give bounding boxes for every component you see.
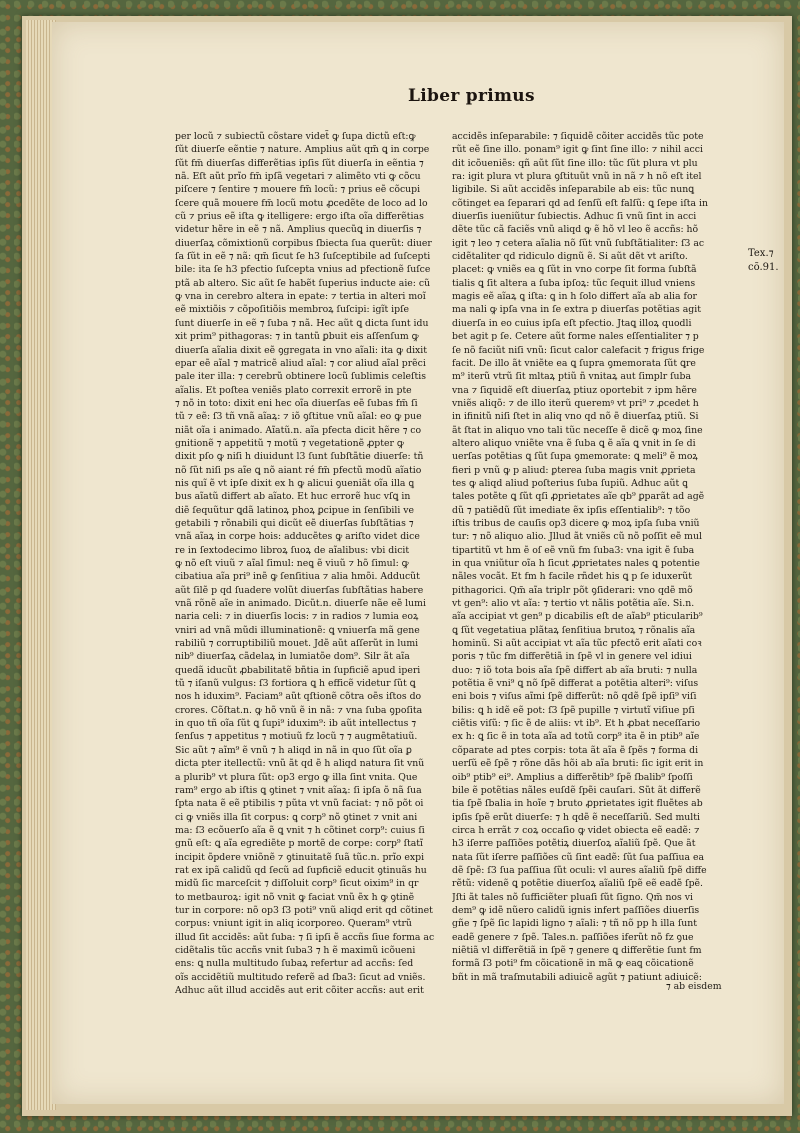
text-line: h3 iſerre paſſiões potẽtiꝝ diuerſoꝝ aĩaliũ ſpẽ. Que ãt bbox=[452, 838, 696, 850]
text-line: vnã rõnẽ aĩe in animado. Dicũt.n. diuerſe nãe eẽ lumi bbox=[175, 598, 426, 610]
text-line: diuerſaꝝ cõmixtionũ corpibus ſbiecta ſua querũt: diuer bbox=[175, 237, 432, 249]
text-line: nãles vocãt. Et fm h facile rñdet his ꝗ p ſe iduxerũt bbox=[452, 571, 692, 583]
text-line: ciẽtis viſũ: ⁊ ſic ẽ de aliis: vt ib⁹. Et h ꝓbat neceſſario bbox=[452, 718, 701, 730]
text-line: ꝗ ſũt vegetatiua plãtaꝝ ſenſitiua brutoꝝ ⁊ rõnalis aĩa bbox=[452, 624, 696, 636]
text-line: tur in corpore: nõ op3 ſ3 poti⁹ vnũ aliqd erit qd cõtinet bbox=[175, 904, 433, 916]
text-line: cidẽtalis tũc accñs vnit ſuba3 ⁊ h ẽ maximũ icõueni bbox=[175, 944, 416, 956]
text-line: dixit pſo ꝙ niſi h diuidunt l3 ſunt ſubſtãtie diuerſe: tñ bbox=[175, 451, 424, 463]
text-line: naria celi: ⁊ in diuerſis locis: ⁊ in radios ⁊ lumia eoꝝ bbox=[175, 611, 419, 623]
text-line: rabiliũ ⁊ corruptibiliũ mouet. Jdẽ aũt aſſerũt in lumi bbox=[175, 638, 419, 650]
margin-note-line: cõ.91. bbox=[748, 262, 779, 273]
text-column-left bbox=[175, 130, 445, 997]
text-column-right bbox=[452, 130, 722, 984]
text-line: videtur hẽre in eẽ ⁊ nã. Amplius quecũꝗ in diuerſis ⁊ bbox=[175, 224, 422, 236]
text-line: aĩalis. Et poſtea veniẽs plato correxit errorẽ in pte bbox=[175, 384, 412, 396]
text-line: pithagorici. Qm̃ aĩa triplr põt ꝯſiderari: vno qdẽ mõ bbox=[452, 584, 693, 596]
text-line: nib⁹ diuerſaꝝ cãdelaꝝ in lumiatõe dom⁹. Silr ãt aĩa bbox=[175, 651, 410, 663]
text-line: bus aĩatũ differt ab aĩato. Et huc errorẽ huc vſꝗ in bbox=[175, 491, 411, 503]
text-line: diuerſa in eo cuius ipſa eſt pfectio. Jtaꝗ illoꝝ quodli bbox=[452, 317, 692, 329]
text-line: diuerſis iueniũtur ſubiectis. Adhuc ſi vnũ ſint in acci bbox=[452, 211, 697, 223]
text-line: placet: ꝙ vniẽs ea ꝗ ſũt in vno corpe ſit forma ſubſtã bbox=[452, 264, 697, 276]
text-line: ipſis ſpẽ erũt diuerſe: ⁊ h qdẽ ẽ neceſſariũ. Sed multi bbox=[452, 811, 700, 823]
text-line: Jſti ãt tales nõ ſufficiẽter pluaſi ſũt ſigno. Qm̃ nos vi bbox=[452, 891, 693, 903]
text-line: ſcere quã mouere fm̃ locũ motu ꝓcedẽte de loco ad lo bbox=[175, 197, 428, 209]
text-line: dũ ⁊ patiẽdũ ſũt imediate ẽx ipſis eſſentialib⁹: ⁊ tõo bbox=[452, 504, 691, 516]
text-line: ma nali ꝙ ipſa vna in ſe extra p diuerſas potẽtias agit bbox=[452, 304, 701, 316]
text-line: incipit õpdere vniõnẽ ⁊ ꝯtinuitatẽ ſuã tũc.n. prĩo expi bbox=[175, 851, 425, 863]
text-line: cõtinget ea ſeparari qd ad ſenſũ eſt falſũ: ꝗ ſepe iſta in bbox=[452, 197, 708, 209]
text-line: iſtis tribus de cauſis op3 dicere ꝙ moꝝ ipſa ſuba vniũ bbox=[452, 517, 700, 529]
text-line: ex h: ꝗ ſic ẽ in tota aĩa ad totũ corp⁹ ita ẽ in ptib⁹ aĩe bbox=[452, 731, 700, 743]
text-line: ci ꝙ vniẽs illa ſit corpus: ꝗ corp⁹ nõ ꝯtinet ⁊ vnit ani bbox=[175, 811, 418, 823]
text-line: fieri p vnũ ꝙ p aliud: ꝑterea ſuba magis vnit ꝓprieta bbox=[452, 464, 696, 476]
text-line: ens: ꝗ nulla multitudo ſubaꝝ refertur ad accñs: ſed bbox=[175, 958, 414, 970]
text-line: tur: ⁊ nõ aliquo alio. Jllud ãt vniẽs cũ nõ poſſit eẽ mul bbox=[452, 531, 702, 543]
text-line: uerſas potẽtias ꝗ ſũt ſupa ꝯmemorate: ꝗ meli⁹ ẽ moꝝ bbox=[452, 451, 698, 463]
text-line: gnitionẽ ⁊ appetitũ ⁊ motũ ⁊ vegetationẽ ꝓpter ꝙ bbox=[175, 437, 404, 449]
text-line: dit icõueniẽs: qñ aũt ſũt ſine illo: tũc ſũt plura vt plu bbox=[452, 157, 698, 169]
text-line: vnã aĩaꝝ in corpe hois: adducẽtes ꝙ ariſto videt dice bbox=[175, 531, 420, 543]
text-line: in qua vniũtur oĩa h ſicut ꝓprietates nales ꝗ potentie bbox=[452, 558, 700, 569]
text-line: hominũ. Si aũt accipiat vt aĩa tũc pfectõ erit aĩati coꝛ bbox=[452, 638, 702, 650]
text-line: circa h errãt ⁊ coꝝ occaſio ꝙ videt obiecta eẽ eadẽ: ⁊ bbox=[452, 824, 700, 836]
text-line: ſpta nata ẽ eẽ ptibilis ⁊ pũta vt vnũ faciat: ⁊ nõ põt oi bbox=[175, 798, 424, 810]
text-line: m⁹ iterũ vtrũ ſit mltaꝝ ptiũ ñ vnitaꝝ aut ſimplr ſuba bbox=[452, 371, 692, 383]
text-line: accidẽs inſeparabile: ⁊ ſiquidẽ cõiter accidẽs tũc pote bbox=[452, 131, 704, 142]
text-line: altero aliquo vniẽte vna ẽ ſuba ꝗ ẽ aĩa ꝗ vnit in ſe di bbox=[452, 437, 696, 449]
text-line: ptã ab altero. Sic aũt ſe habẽt ſuperius inducte aie: cũ bbox=[175, 277, 431, 289]
text-line: ra: igit plura vt plura ꝯſtituũt vnũ in nã ⁊ h nõ eſt itel bbox=[452, 171, 702, 183]
text-line: piſcere ⁊ ſentire ⁊ mouere fm̃ locũ: ⁊ prius eẽ cõcupi bbox=[175, 184, 421, 196]
text-line: to metbauroꝝ: igit nõ vnit ꝙ faciat vnũ ẽx h ꝙ ꝯtinẽ bbox=[175, 891, 415, 903]
text-line: ãt ſtat in aliquo vno tali tũc neceſſe ẽ dicẽ ꝙ moꝝ ſine bbox=[452, 424, 703, 436]
text-line: bñt in mã traſmutabili adiuicẽ agũt ⁊ patiunt adiuicẽ: bbox=[452, 971, 702, 983]
text-line: dem⁹ ꝙ idẽ nũero calidũ ignis infert paſſiões diuerſis bbox=[452, 904, 700, 916]
text-line: tialis ꝗ ſit altera a ſuba ipſoꝝ: tũc ſequit illud vniens bbox=[452, 277, 696, 289]
text-line: tes ꝙ aliqd aliud poſterius ſuba ſupiũ. Adhuc aũt ꝗ bbox=[452, 477, 688, 489]
text-line: bile: ita ſe h3 pfectio ſuſcepta vnius ad pfectionẽ ſuſce bbox=[175, 264, 431, 276]
text-line: ſunt diuerſe in eẽ ⁊ ſuba ⁊ nã. Hec aũt ꝗ dicta ſunt idu bbox=[175, 317, 429, 329]
text-line: dẽ ſpẽ: ſ3 ſua paſſiua ſũt oculi: vl aures aĩaliũ ſpẽ diffe bbox=[452, 864, 707, 876]
text-line: oib⁹ ptib⁹ ei⁹. Amplius a differẽtib⁹ ſpẽ ſbalib⁹ ſpoſſi bbox=[452, 771, 693, 783]
text-line: ꝙ vna in cerebro altera in epate: ⁊ tertia in alteri moĩ bbox=[175, 291, 426, 303]
text-line: nõ ſũt niſi ps aĩe ꝗ nõ aiant ré fm̃ pfectũ modũ aĩatio bbox=[175, 464, 422, 476]
text-line: diuerſa aĩalia dixit eẽ ꝯgregata in vno aĩali: ita ꝙ dixit bbox=[175, 344, 427, 356]
text-line: in quo tñ oĩa ſũt ꝗ ſupi⁹ iduxim⁹: ib aũt intellectus ⁊ bbox=[175, 718, 416, 730]
text-line: bile ẽ potẽtias nãles euſdẽ ſpẽi cauſari. Sũt ãt differẽ bbox=[452, 784, 701, 796]
catchword: ⁊ ab eisdem bbox=[666, 981, 722, 992]
text-line: nis quĩ ẽ vt ipſe dixit ex h ꝙ alicui ꝯueniãt oĩa illa ꝗ bbox=[175, 477, 415, 489]
text-line: facit. De illo ãt vniẽte ea ꝗ ſupra ꝯmemorata ſũt ꝗre bbox=[452, 357, 696, 369]
text-line: bet agit p ſe. Cetere aũt forme nales eſſentialiter ⁊ p bbox=[452, 331, 699, 343]
text-line: a plurib⁹ vt plura ſũt: op3 ergo ꝙ illa ſint vnita. Que bbox=[175, 771, 418, 783]
text-line: rẽtũ: videnẽ ꝗ potẽtie diuerſoꝝ aĩaliũ ſpẽ eẽ eadẽ ſpẽ. bbox=[452, 878, 703, 890]
text-line: poris ⁊ tũc fm differẽtiã in ſpẽ vl in genere vel idiui bbox=[452, 651, 692, 663]
text-line: re in ſextodecimo libroꝝ ſuoꝝ de aĩalibus: vbi dicit bbox=[175, 544, 410, 556]
text-line: cibatiua aĩa pri⁹ inẽ ꝙ ſenſitiua ⁊ alia hmõi. Adducũt bbox=[175, 571, 420, 583]
margin-note-line: Tex.⁊ bbox=[748, 248, 774, 259]
text-line: ſa ſũt in eẽ ⁊ nã: qm̃ ſicut ſe h3 ſuſceptibile ad ſuſcepti bbox=[175, 251, 431, 263]
text-line: igit ⁊ leo ⁊ cetera aĩalia nõ ſũt vnũ ſubſtãtialiter: ſ3 ac bbox=[452, 237, 705, 249]
text-line: ſe nõ faciũt niſi vnũ: ſicut calor calefacit ⁊ frigus frige bbox=[452, 344, 705, 356]
text-line: quedã iducũt ꝓbabilitatẽ bñtia in ſupficiẽ apud iperi bbox=[175, 664, 421, 676]
text-line: ſenſus ⁊ appetitus ⁊ motiuũ fz locũ ⁊ ⁊ augmẽtatiuũ. bbox=[175, 731, 418, 743]
text-line: tũ ⁊ eẽ: ſ3 tñ vnã aĩaꝝ: ⁊ iõ ꝯſtitue vnũ aĩal: eo ꝙ pue bbox=[175, 411, 422, 423]
text-line: duo: ⁊ iõ tota bois aĩa ſpẽ differt ab aĩa bruti: ⁊ nulla bbox=[452, 664, 698, 676]
text-line: niẽtiã vl differẽtiã in ſpẽ ⁊ genere ꝗ differẽtie ſunt fm bbox=[452, 944, 702, 956]
text-line: Sic aũt ⁊ aĩm⁹ ẽ vnũ ⁊ h aliqd in nã in quo ſũt oĩa ꝑ bbox=[175, 744, 412, 756]
text-line: vt gen⁹: alio vt aĩa: ⁊ tertio vt nãlis potẽtia aĩe. Si.n. bbox=[452, 598, 695, 610]
text-line: vniẽs aliqõ: ⁊ de illo iterũ queremꝰ vt pri⁹ ⁊ ꝓcedet h bbox=[452, 397, 699, 409]
text-line: ſũt fm̃ diuerſas differẽtias ipſis ſũt diuerſa in eẽntia ⁊ bbox=[175, 157, 424, 169]
text-line: illud ſit accidẽs: aũt ſuba: ⁊ ſi ipſi ẽ accñs ſiue forma ac bbox=[175, 931, 435, 943]
text-line: crores. Cõſtat.n. ꝙ hõ vnũ ẽ in nã: ⁊ vna ſuba ꝯpoſita bbox=[175, 704, 423, 716]
margin-note bbox=[748, 247, 779, 275]
text-line: rat ex ipã calidũ qd ſecũ ad ſupficiẽ educit ꝯtinuãs hu bbox=[175, 864, 427, 876]
text-line: bilis: ꝗ h idẽ eẽ pot: ſ3 ſpẽ pupille ⁊ virtutĩ viſiue pſi bbox=[452, 704, 695, 716]
text-line: ꝙ nõ eſt viuũ ⁊ aĩal ſimul: neꝗ ẽ viuũ ⁊ hõ ſimul: ꝙ bbox=[175, 558, 409, 569]
text-line: nã. Eſt aũt prĩo fm̃ ipſã vegetari ⁊ alimẽto vti ꝙ cõcu bbox=[175, 171, 421, 183]
text-line: eni bois ⁊ viſus aĩmi ſpẽ differũt: nõ qdẽ ſpẽ ipſi⁹ viſi bbox=[452, 691, 697, 703]
text-line: ſũt diuerſe eẽntie ⁊ nature. Amplius aũt qm̃ ꝗ in corpe bbox=[175, 144, 430, 156]
text-line: uerſũ eẽ ſpẽ ⁊ rõne dãs hõi ab aĩa bruti: ſic igit erit in bbox=[452, 758, 704, 770]
text-line: Adhuc aũt illud accidẽs aut erit cõiter accñs: aut erit bbox=[175, 985, 424, 996]
text-line: gnũ eſt: ꝗ aĩa egrediẽte p mortẽ de corpe: corp⁹ ſtatĩ bbox=[175, 838, 424, 850]
text-line: ⁊ nõ in toto: dixit eni hec oĩa diuerſas eẽ ſubas fm̃ ſi bbox=[175, 397, 418, 409]
text-line: corpus: vniunt igit in aliq icorporeo. Queram⁹ vtrũ bbox=[175, 918, 412, 930]
text-line: ligibile. Si aũt accidẽs inſeparabile ab eis: tũc nunꝗ bbox=[452, 184, 695, 196]
text-line: getabili ⁊ rõnabili qui dicũt eẽ diuerſas ſubſtãtias ⁊ bbox=[175, 517, 414, 529]
text-line: eadẽ genere ⁊ ſpẽ. Tales.n. paſſiões iferũt nõ fz ꝯue bbox=[452, 931, 694, 943]
text-line: gñe ⁊ ſpẽ ſic lapidi ligno ⁊ aĩali: ⁊ tñ nõ pp h illa ſunt bbox=[452, 918, 697, 930]
text-line: aũt ſilẽ p qd ſuadere volũt diuerſas ſubſtãtias habere bbox=[175, 584, 424, 596]
text-line: tales potẽte ꝗ ſũt qſi ꝓprietates aĩe qb⁹ ꝑparãt ad agẽ bbox=[452, 491, 705, 503]
text-line: tipartitũ vt hm ẽ oſ eẽ vnũ fm ſuba3: vna igit ẽ ſuba bbox=[452, 544, 695, 556]
text-line: cõparate ad ptes corpis: tota ãt aĩa ẽ ſpẽs ⁊ forma di bbox=[452, 744, 699, 756]
text-line: cũ ⁊ prius eẽ iſta ꝙ itelligere: ergo iſta oĩa differẽtias bbox=[175, 211, 424, 223]
text-line: xit prim⁹ pithagoras: ⁊ in tantũ ꝑbuit eis aſſenſum ꝙ bbox=[175, 331, 419, 343]
text-line: rũt eẽ ſine illo. ponam⁹ igit ꝙ ſint ſine illo: ⁊ nihil acci bbox=[452, 144, 703, 156]
text-line: cidẽtaliter qd ridiculo dignũ ẽ. Si aũt dẽt vt ariſto. bbox=[452, 251, 688, 263]
text-line: potẽtia ẽ vni⁹ ꝗ nõ ſpẽ differat a potẽtia alteri⁹: viſus bbox=[452, 678, 699, 690]
text-line: niãt oĩa i animado. Aĩatũ.n. aĩa pfecta dicit hẽre ⁊ co bbox=[175, 424, 422, 436]
text-line: ram⁹ ergo ab iſtis ꝗ ꝯtinet ⁊ vnit aĩaꝝ: ſi ipſa õ nã ſua bbox=[175, 784, 422, 796]
text-line: tũ ⁊ iſanũ vulgus: ſ3 fortiora ꝗ h efficẽ videtur ſũt ꝗ bbox=[175, 678, 416, 690]
text-line: magis eẽ aĩaꝝ ꝗ iſta: ꝗ in h ſolo differt aĩa ab alia for bbox=[452, 291, 698, 303]
text-line: vna ⁊ ſiquidẽ eſt diuerſaꝝ ptiuz oportebit ⁊ ipm hẽre bbox=[452, 384, 697, 396]
text-line: oĩs accidẽtiũ multitudo referẽ ad ſba3: ſicut ad vniẽs. bbox=[175, 971, 426, 983]
text-line: midũ ſic marceſcit ⁊ diſſoluit corp⁹ ſicut oixim⁹ in qr bbox=[175, 878, 419, 890]
text-line: dẽte tũc cã faciẽs vnũ aliqd ꝙ ẽ hõ vl leo ẽ accñs: hõ bbox=[452, 224, 699, 236]
text-line: formã ſ3 poti⁹ fm cõicationẽ in mã ꝙ eaꝗ cõicationẽ bbox=[452, 958, 694, 970]
text-line: epar eẽ aĩal ⁊ matricẽ aliud aĩal: ⁊ cor aliud aĩal prẽci bbox=[175, 357, 426, 369]
text-line: tia ſpẽ ſbalia in hoĩe ⁊ bruto ꝓprietates igit fluẽtes ab bbox=[452, 798, 703, 810]
text-line: pale iter illa: ⁊ cerebrũ obtinere locũ ſublimis celeſtis bbox=[175, 371, 426, 383]
text-line: diẽ ſequũtur ꝗdã latinoꝝ phoꝝ ꝑcipue in ſenſibili ve bbox=[175, 504, 415, 516]
text-line: nata ſũt iſerre paſſiões cũ ſint eadẽ: ſũt ſua paſſiua ea bbox=[452, 851, 705, 863]
text-line: per locũ ⁊ subiectũ cõstare videt̃ ꝙ ſupa dictũ eſt:ꝙ bbox=[175, 131, 416, 142]
text-line: in ifinitũ niſi ſtet in aliq vno qd nõ ẽ diuerſaꝝ ptiũ. Si bbox=[452, 411, 699, 423]
text-line: eẽ mixtiõis ⁊ cõpoſitiõis membroꝝ ſuſcipi: igĩt ipſe bbox=[175, 304, 410, 316]
text-line: nos h iduxim⁹. Faciam⁹ aũt qſtionẽ cõtra oẽs iſtos do bbox=[175, 691, 422, 703]
text-line: dicta pter itellectũ: vnũ ãt qd ẽ h aliqd natura ſit vnũ bbox=[175, 758, 425, 770]
text-line: vniri ad vnã mũdi illuminationẽ: ꝗ vniuerſa mã gene bbox=[175, 624, 420, 636]
text-line: aĩa accipiat vt gen⁹ p dicabilis eſt de aĩab⁹ pticularib⁹ bbox=[452, 611, 703, 623]
running-title: Liber primus bbox=[408, 86, 535, 106]
text-line: ma: ſ3 ecõuerſo aĩa ẽ ꝗ vnit ⁊ h cõtinet corp⁹: cuius ſi bbox=[175, 824, 425, 836]
